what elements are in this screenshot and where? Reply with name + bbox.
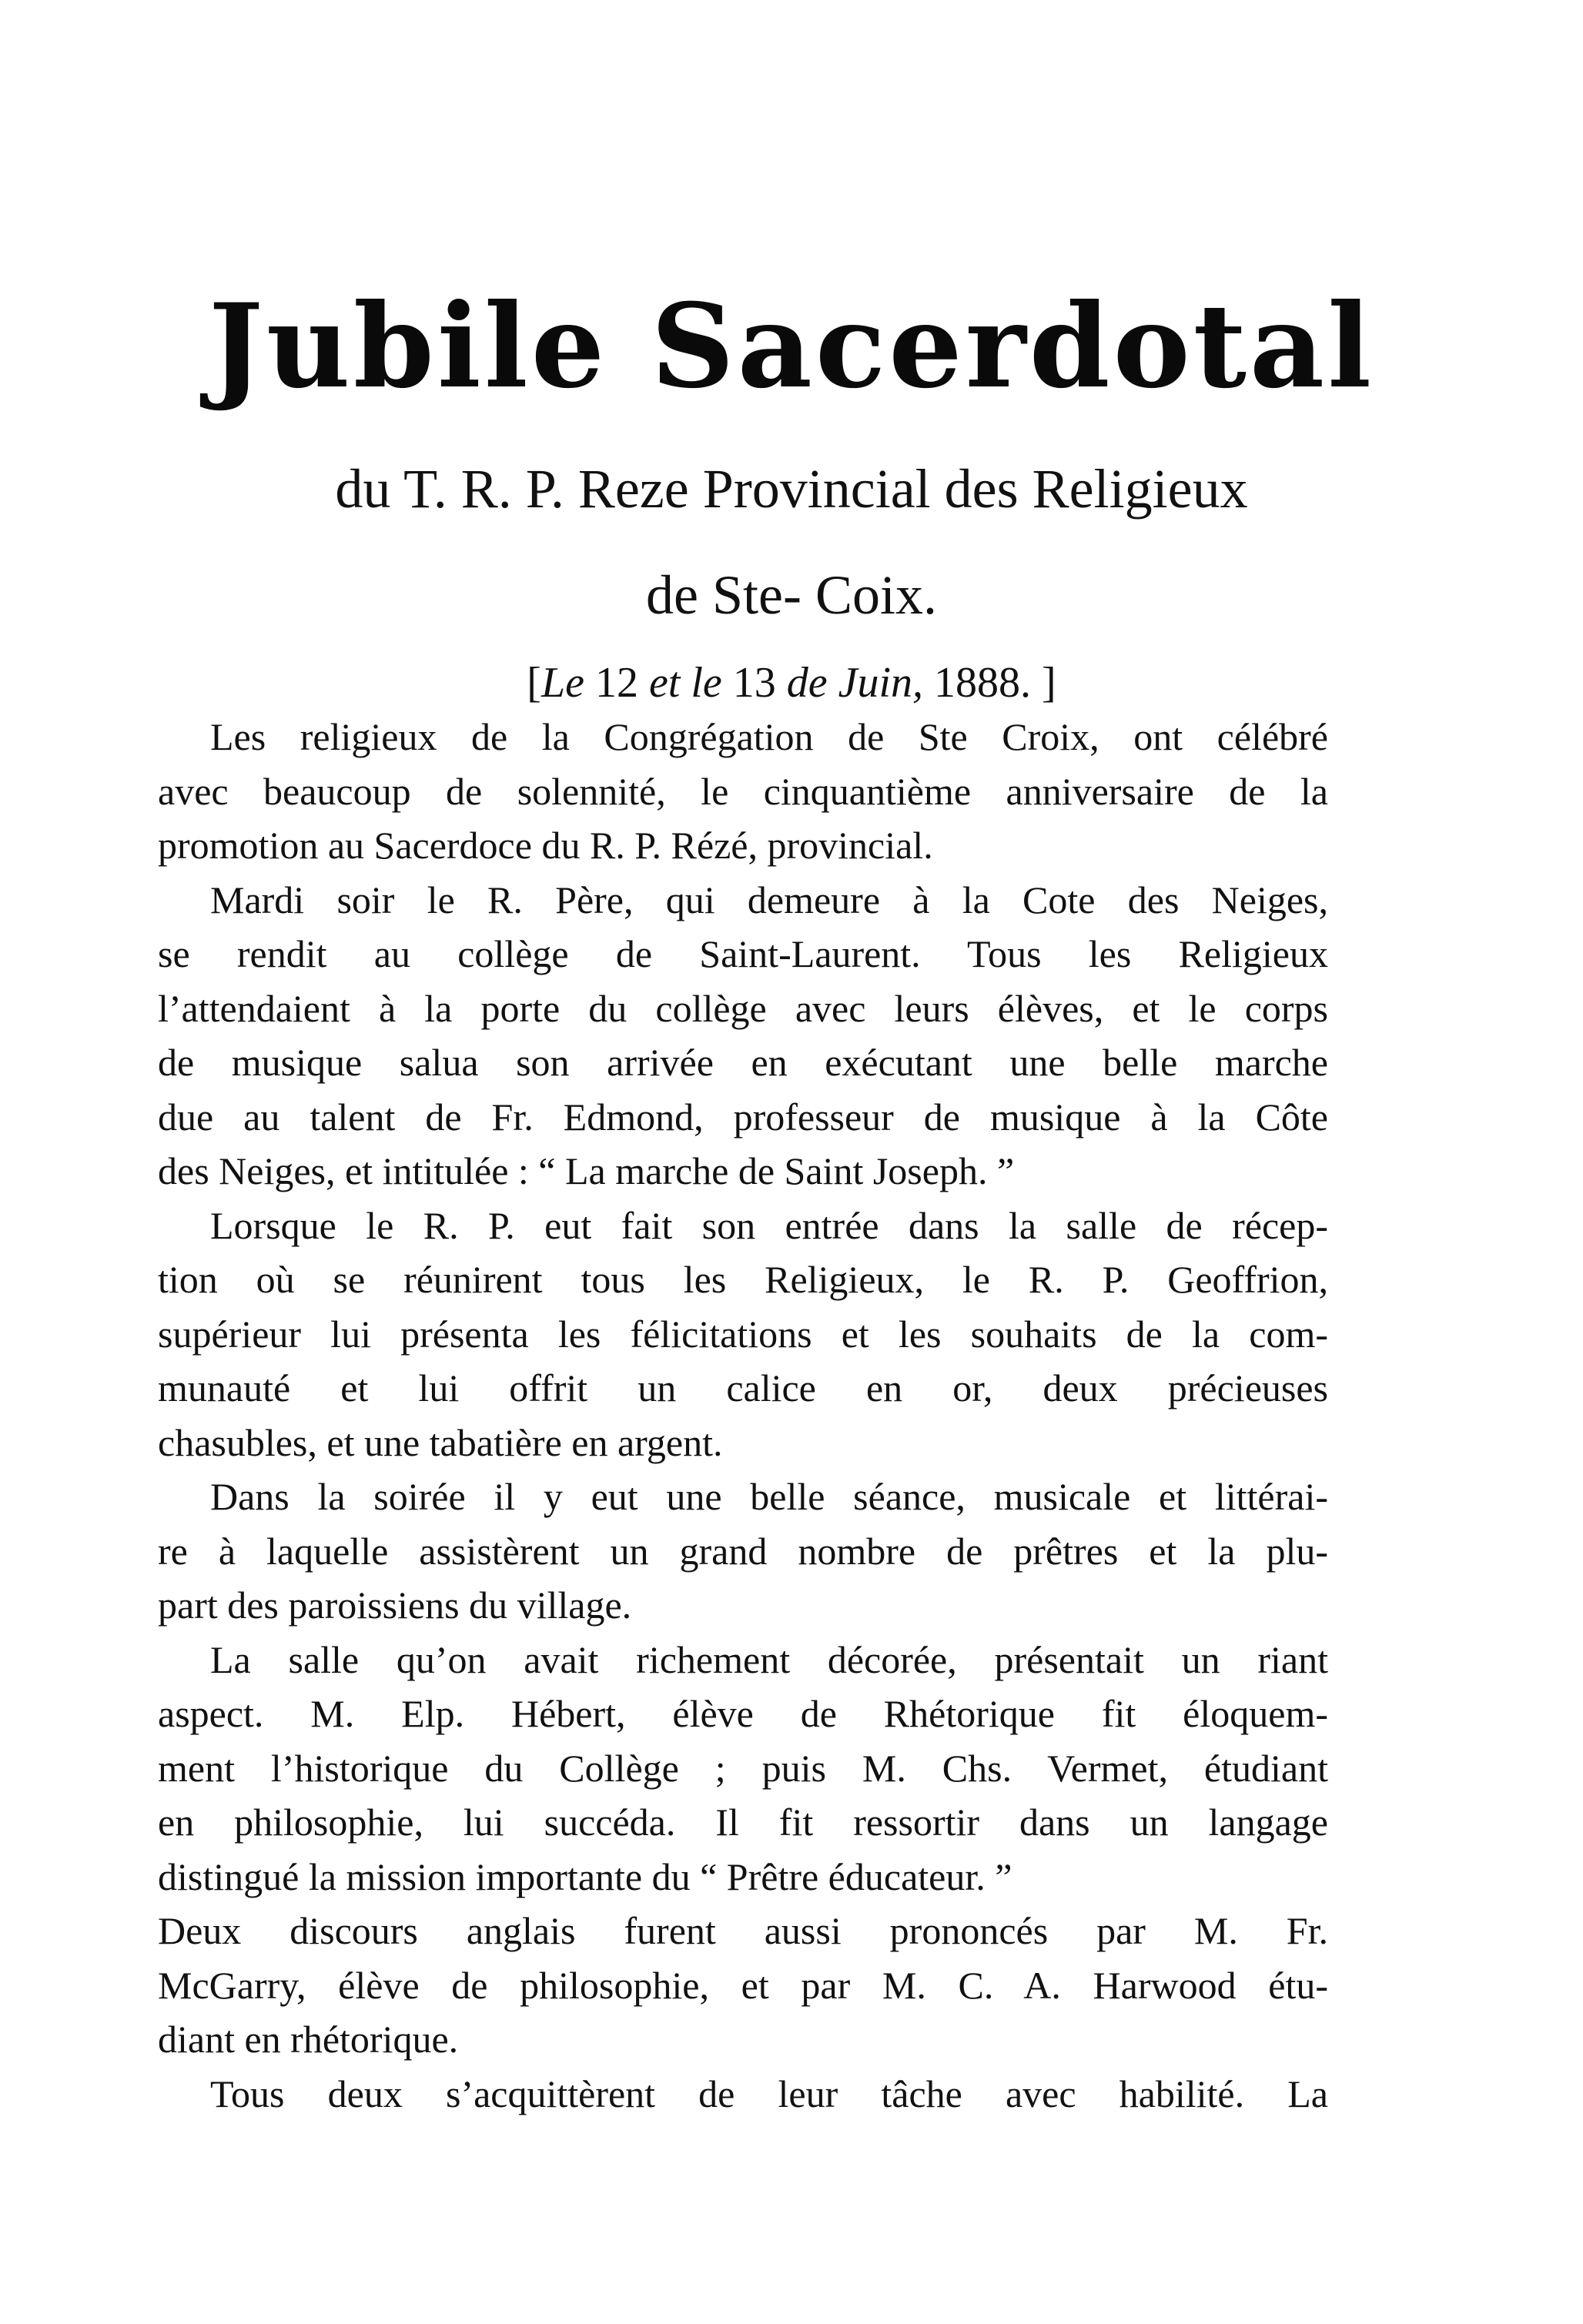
dateline-13: 13: [721, 659, 787, 707]
text-line: Lorsque le R. P. eut fait son entrée dans la salle de récep-: [210, 1203, 1328, 1247]
text-line: munauté et lui offrit un calice en or, deux précieuses: [158, 1366, 1328, 1409]
body-text: [158, 710, 1328, 2121]
text-line: diant en rhétorique.: [158, 2018, 459, 2061]
dateline-le: Le: [540, 659, 584, 707]
text-line: avec beaucoup de solennité, le cinquantième anniversaire de la: [158, 769, 1328, 813]
page-title: Jubile Sacerdotal: [208, 279, 1375, 414]
text-line: distingué la mission importante du “ Prêtre éducateur. ”: [158, 1854, 1012, 1898]
text-line: ment l’historique du Collège ; puis M. Chs. Vermet, étudiant: [158, 1746, 1328, 1790]
text-line: La salle qu’on avait richement décorée, présentait un riant: [210, 1637, 1328, 1681]
text-line: l’attendaient à la porte du collège avec leurs élèves, et le corps: [158, 986, 1328, 1030]
text-line: se rendit au collège de Saint-Laurent. Tous les Religieux: [158, 932, 1328, 975]
subtitle-line-2: de Ste- Coix.: [646, 564, 937, 626]
text-line: supérieur lui présenta les félicitations et les souhaits de la com-: [158, 1312, 1328, 1356]
text-line: Les religieux de la Congrégation de Ste Croix, ont célébré: [210, 715, 1328, 758]
text-line: chasubles, et une tabatière en argent.: [158, 1420, 723, 1464]
text-line: en philosophie, lui succéda. Il fit ressortir dans un langage: [158, 1801, 1328, 1844]
text-line: aspect. M. Elp. Hébert, élève de Rhétorique fit éloquem-: [158, 1692, 1328, 1735]
dateline-de-juin: de Juin,: [786, 659, 924, 707]
dateline-year: 1888. ]: [923, 659, 1056, 707]
text-line: McGarry, élève de philosophie, et par M. C. A. Harwood étu-: [158, 1963, 1328, 2007]
text-line: Mardi soir le R. Père, qui demeure à la Cote des Neiges,: [210, 878, 1328, 921]
text-line: tion où se réunirent tous les Religieux, le R. P. Geoffrion,: [158, 1258, 1328, 1301]
text-line: due au talent de Fr. Edmond, professeur de musique à la Côte: [158, 1095, 1328, 1139]
text-line: Dans la soirée il y eut une belle séance, musicale et littérai-: [210, 1475, 1328, 1518]
dateline-12: 12: [584, 659, 649, 707]
text-line: de musique salua son arrivée en exécutant une belle marche: [158, 1041, 1328, 1084]
text-line: Deux discours anglais furent aussi prononcés par M. Fr.: [158, 1909, 1328, 1952]
text-line: Tous deux s’acquittèrent de leur tâche avec habilité. La: [210, 2072, 1328, 2115]
text-line: part des paroissiens du village.: [158, 1583, 632, 1627]
text-line: des Neiges, et intitulée : “ La marche de Saint Joseph. ”: [158, 1149, 1015, 1192]
text-line: promotion au Sacerdoce du R. P. Rézé, provincial.: [158, 824, 933, 867]
dateline-open: [: [527, 659, 541, 707]
dateline: [0, 656, 1583, 710]
subtitle-line-1: du T. R. P. Reze Provincial des Religieux: [335, 458, 1248, 520]
dateline-et-le: et le: [648, 659, 722, 707]
text-line: re à laquelle assistèrent un grand nombre de prêtres et la plu-: [158, 1529, 1328, 1573]
